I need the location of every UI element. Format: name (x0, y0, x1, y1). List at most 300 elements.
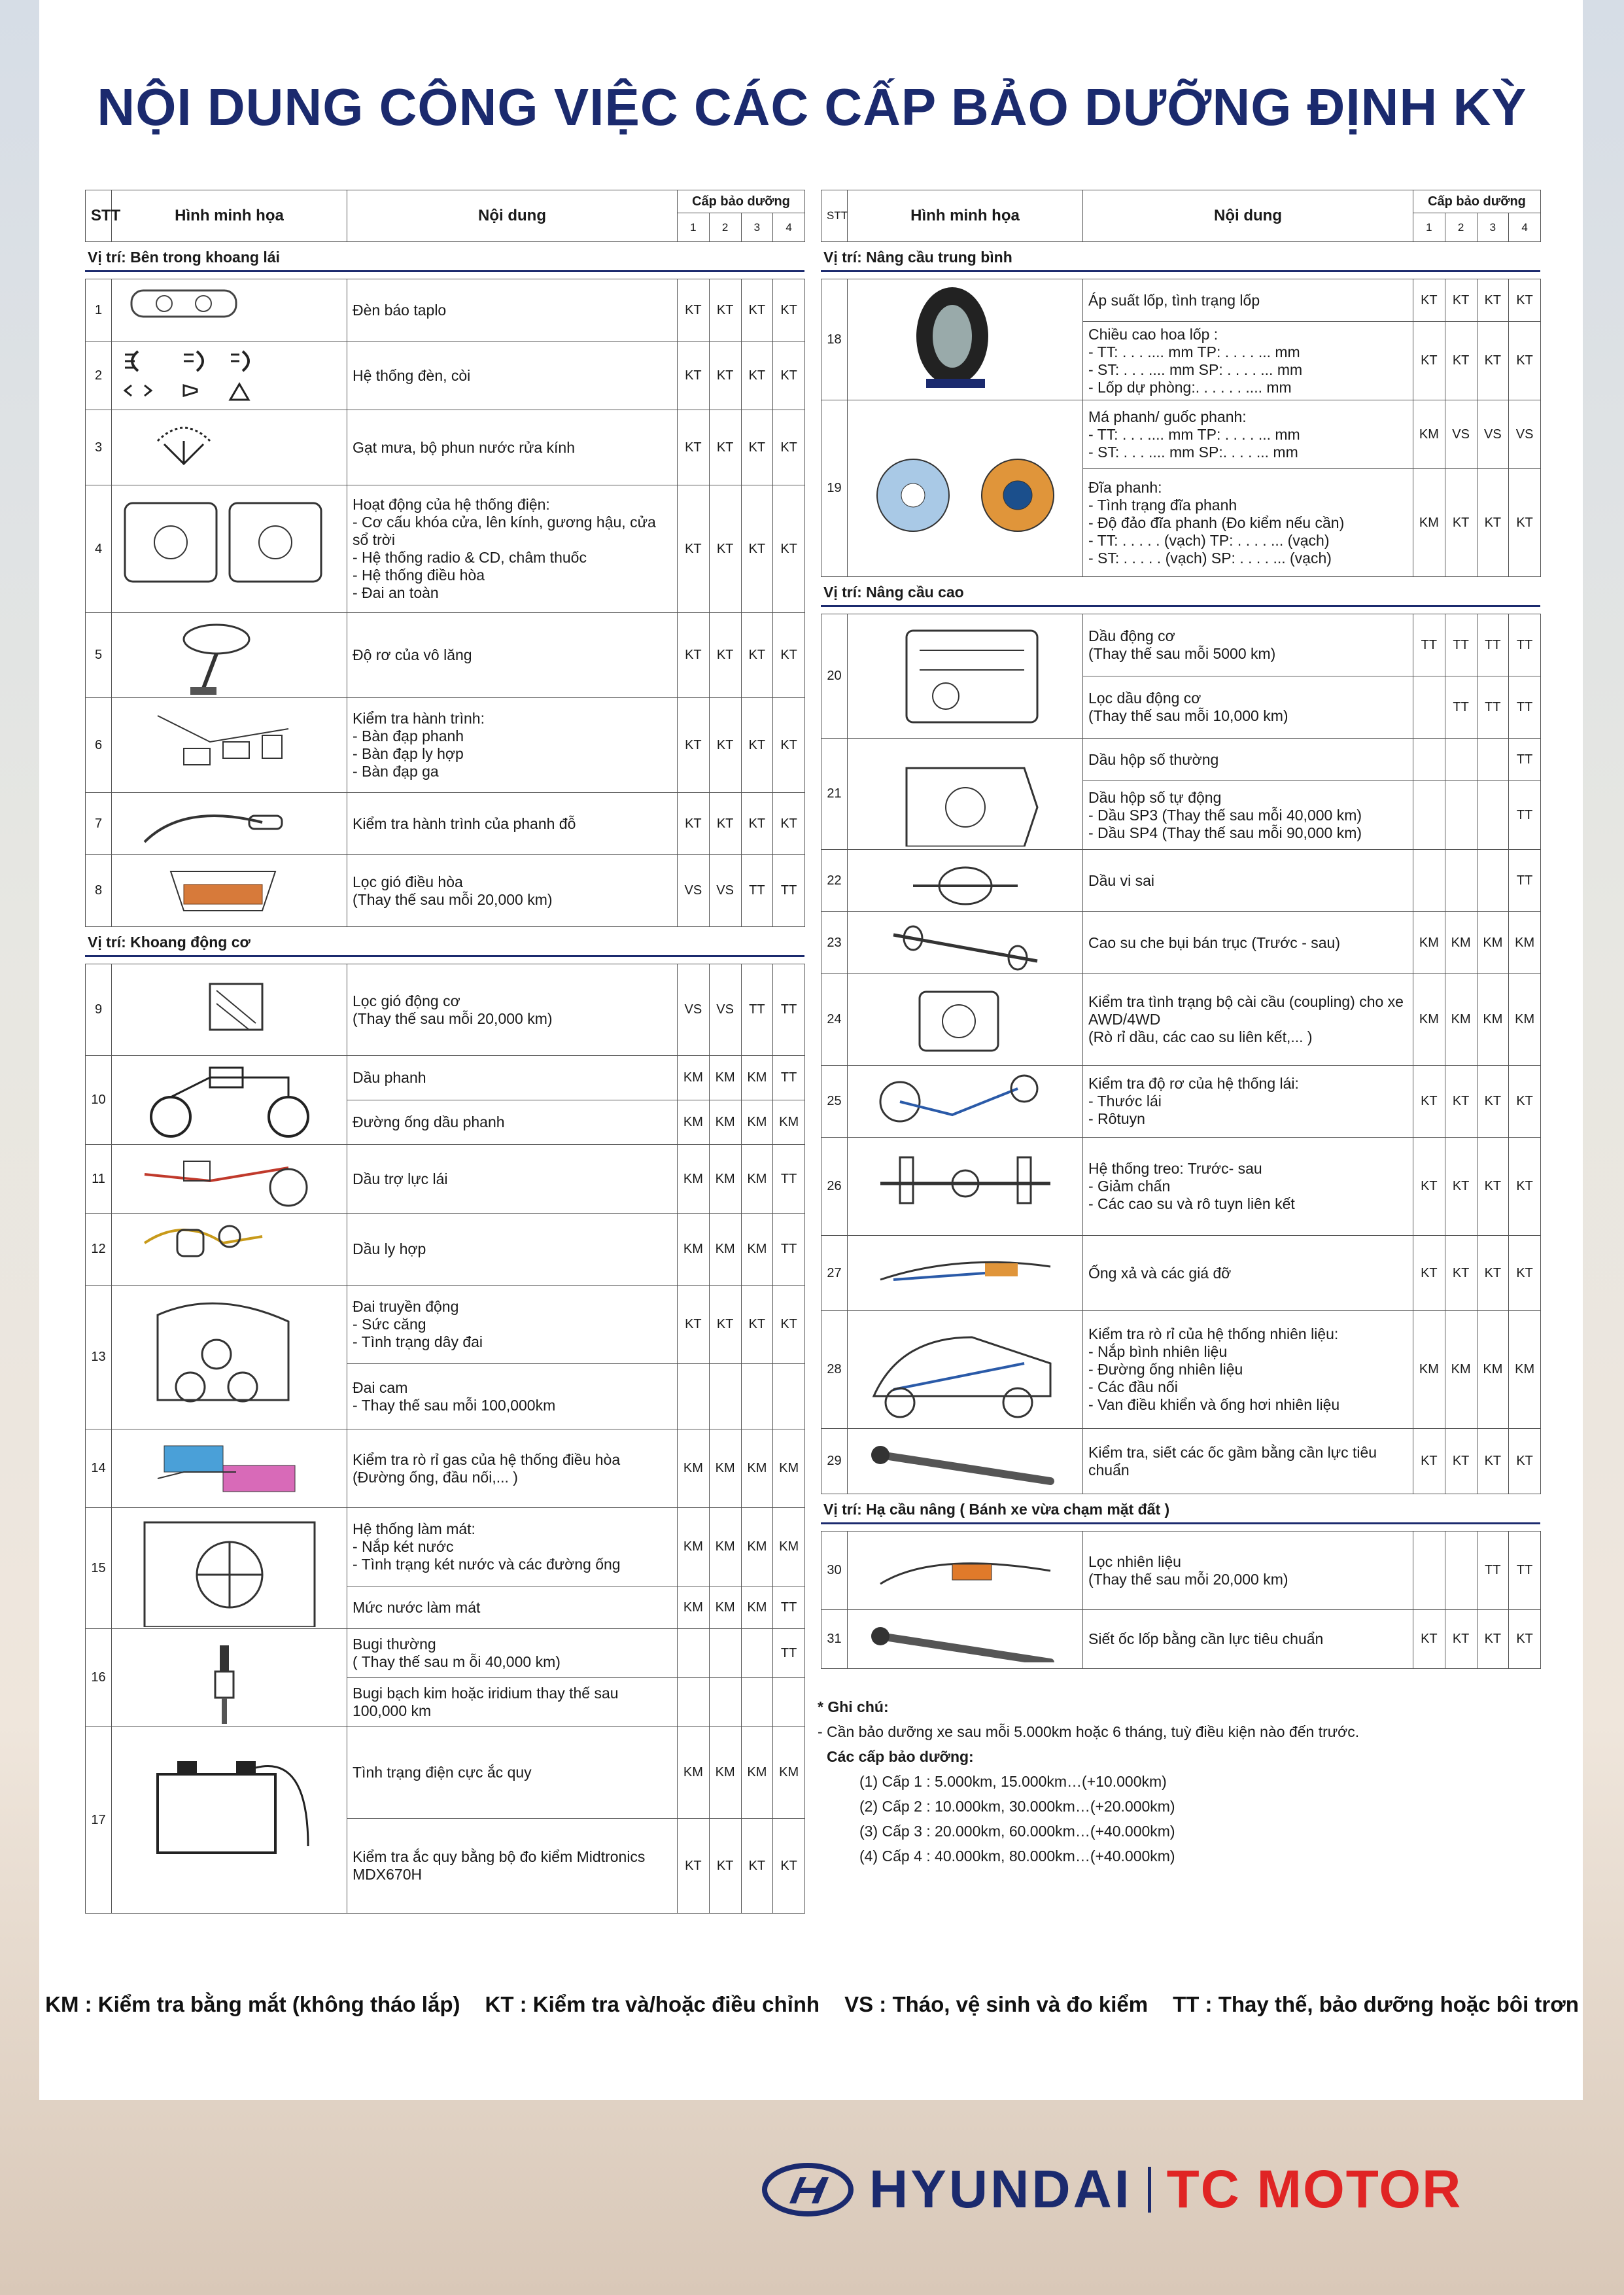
illustration-cell (112, 485, 347, 613)
illustration-cell (112, 613, 347, 698)
left-header-table (85, 190, 805, 242)
level-1-value: KM (1413, 974, 1445, 1066)
level-2-value: KT (709, 279, 741, 342)
illustration-cell (112, 964, 347, 1056)
table-row (821, 1429, 1541, 1494)
level-2-value: VS (1445, 400, 1477, 469)
hyundai-wordmark: HYUNDAI (869, 2160, 1132, 2219)
level-1-value: KT (678, 793, 710, 855)
brand-logo (762, 2159, 1462, 2220)
level-4-value: KM (773, 1508, 805, 1586)
level-3-value: KM (741, 1429, 773, 1508)
level-2-value (709, 1629, 741, 1678)
level-3-value: KM (741, 1214, 773, 1286)
illustration-cell (848, 1311, 1083, 1429)
table-row (821, 1236, 1541, 1311)
row-number: 8 (86, 855, 112, 927)
level-4-value: KT (773, 410, 805, 485)
levels-title: Các cấp bảo dưỡng: (827, 1748, 974, 1765)
task-description: Kiểm tra rò rỉ gas của hệ thống điều hòa (Đường ống, đầu nối,... ) (347, 1429, 678, 1508)
level-2-value: KM (709, 1727, 741, 1819)
level-1-value (678, 1364, 710, 1429)
row-number: 17 (86, 1727, 112, 1914)
level-3-value: KM (1477, 1311, 1509, 1429)
row-number: 27 (821, 1236, 848, 1311)
level-note: (2) Cấp 2 : 10.000km, 30.000km…(+20.000km) (859, 1798, 1175, 1815)
level-1-value (1413, 850, 1445, 912)
table-row (821, 1138, 1541, 1236)
level-3-value: KT (1477, 1138, 1509, 1236)
task-description: Bugi bạch kim hoặc iridium thay thế sau 100,000 km (347, 1678, 678, 1727)
level-2-value: KM (709, 1508, 741, 1586)
illustration-cell (848, 1066, 1083, 1138)
table-row (86, 410, 805, 485)
task-description: Dầu trợ lực lái (347, 1145, 678, 1214)
illustration-cell (112, 1286, 347, 1429)
table-row (86, 279, 805, 342)
notes-block (818, 1694, 1359, 1868)
level-3-value: KT (1477, 469, 1509, 577)
power-steering-icon (118, 1148, 341, 1210)
hyundai-logo-icon (762, 2163, 854, 2216)
task-description: Hệ thống treo: Trước- sau - Giảm chấn - Các cao su và rô tuyn liên kết (1083, 1138, 1413, 1236)
air-filter-icon (118, 971, 341, 1049)
engine-belt-icon (118, 1289, 341, 1426)
level-2-value (1445, 781, 1477, 850)
row-number: 22 (821, 850, 848, 912)
level-4-value (773, 1678, 805, 1727)
parking-brake-icon (118, 796, 341, 852)
level-3-value: KT (741, 410, 773, 485)
level-3-value: TT (1477, 1532, 1509, 1610)
row-number: 2 (86, 342, 112, 410)
table-row (86, 613, 805, 698)
level-2-value: TT (1445, 614, 1477, 676)
level-note: (1) Cấp 1 : 5.000km, 15.000km…(+10.000km) (859, 1773, 1167, 1790)
task-description: Kiểm tra độ rơ của hệ thống lái: - Thước lái - Rôtuyn (1083, 1066, 1413, 1138)
level-2-value: KT (709, 1819, 741, 1914)
illustration-cell (848, 279, 1083, 400)
level-1-value: KM (678, 1429, 710, 1508)
level-4: 4 (773, 213, 805, 242)
radiator-icon (118, 1509, 341, 1627)
table-row (86, 1145, 805, 1214)
exhaust-icon (854, 1240, 1077, 1306)
level-1: 1 (678, 213, 710, 242)
level-2-value: KT (1445, 1429, 1477, 1494)
tire-icon (854, 284, 1077, 395)
legend-kt: KT : Kiểm tra và/hoặc điều chỉnh (485, 1992, 820, 2016)
illustration-cell (112, 342, 347, 410)
table-row (86, 855, 805, 927)
level-1-value: KT (1413, 279, 1445, 322)
level-4-value: KM (1509, 912, 1541, 974)
task-description: Chiều cao hoa lốp : - TT: . . . .... mm TP: . . . . ... mm - ST: . . . .... mm SP: . . . . ... mm - Lốp dự phòng:. . . . . . .... mm (1083, 322, 1413, 400)
level-2-value: KM (1445, 1311, 1477, 1429)
spark-plug-icon (118, 1632, 341, 1724)
level-3-value: KT (741, 485, 773, 613)
level-3-value: KM (741, 1727, 773, 1819)
task-description: Gạt mưa, bộ phun nước rửa kính (347, 410, 678, 485)
row-number: 5 (86, 613, 112, 698)
level-4-value: KM (1509, 1311, 1541, 1429)
table-row (821, 1066, 1541, 1138)
level-1-value: KM (1413, 1311, 1445, 1429)
level-3-value (1477, 850, 1509, 912)
lowered-table (821, 1531, 1541, 1669)
level-2-value: KT (709, 793, 741, 855)
row-number: 7 (86, 793, 112, 855)
level-4-value: KT (1509, 469, 1541, 577)
level-2-value: KT (1445, 469, 1477, 577)
table-row (821, 974, 1541, 1066)
torque-wrench-icon (854, 1617, 1077, 1662)
illustration-cell (112, 1056, 347, 1145)
steering-wheel-icon (118, 616, 341, 695)
left-column (85, 190, 804, 1914)
row-number: 23 (821, 912, 848, 974)
table-row (86, 1508, 805, 1586)
legend-vs: VS : Tháo, vệ sinh và đo kiểm (844, 1992, 1149, 2016)
level-1-value: KT (678, 485, 710, 613)
task-description: Kiểm tra rò rỉ của hệ thống nhiên liệu: - Nắp bình nhiên liệu - Đường ống nhiên liệu - Các đầu nối - Van điều khiển và ống hơi nhiên liệu (1083, 1311, 1413, 1429)
level-1-value (1413, 1532, 1445, 1610)
row-number: 10 (86, 1056, 112, 1145)
task-description: Bugi thường ( Thay thế sau m ỗi 40,000 km) (347, 1629, 678, 1678)
task-description: Áp suất lốp, tình trạng lốp (1083, 279, 1413, 322)
task-description: Lọc nhiên liệu (Thay thế sau mỗi 20,000 km) (1083, 1532, 1413, 1610)
cabin-filter-icon (118, 858, 341, 924)
level-1-value: KM (1413, 400, 1445, 469)
content-header: Nội dung (347, 190, 678, 242)
level-2-value (1445, 1532, 1477, 1610)
level-2-value: KT (709, 410, 741, 485)
right-header-table (821, 190, 1541, 242)
level-2-value: VS (709, 855, 741, 927)
level-4-value: KT (773, 342, 805, 410)
row-number: 13 (86, 1286, 112, 1429)
level-4-value: TT (773, 1586, 805, 1629)
level-1-value: KT (678, 342, 710, 410)
content-header: Nội dung (1083, 190, 1413, 242)
task-description: Dầu động cơ (Thay thế sau mỗi 5000 km) (1083, 614, 1413, 676)
row-number: 6 (86, 698, 112, 793)
level-4-value: TT (1509, 850, 1541, 912)
level-1-value: KT (1413, 1138, 1445, 1236)
level-3-value: KM (1477, 974, 1509, 1066)
illustration-cell (848, 1429, 1083, 1494)
level-3-value: TT (741, 855, 773, 927)
level-1-value: KM (678, 1586, 710, 1629)
row-number: 15 (86, 1508, 112, 1629)
torque-wrench-icon (854, 1435, 1077, 1488)
level-3-value (741, 1629, 773, 1678)
level-4-value: KT (773, 613, 805, 698)
level-3-value: KT (741, 342, 773, 410)
level-1-value: KM (678, 1508, 710, 1586)
differential-icon (854, 853, 1077, 909)
illustration-cell (112, 410, 347, 485)
brake-line-icon (118, 1058, 341, 1143)
row-number: 26 (821, 1138, 848, 1236)
levels-header: Cấp bảo dưỡng (678, 190, 805, 213)
level-1-value: KT (678, 279, 710, 342)
task-description: Lọc gió điều hòa (Thay thế sau mỗi 20,000 km) (347, 855, 678, 927)
table-row (86, 1629, 805, 1678)
level-3-value: KT (741, 279, 773, 342)
table-row (821, 400, 1541, 469)
level-4-value: VS (1509, 400, 1541, 469)
illustration-cell (112, 793, 347, 855)
level-4-value: KT (773, 485, 805, 613)
table-row (821, 279, 1541, 322)
level-3-value: KM (741, 1586, 773, 1629)
table-row (821, 1610, 1541, 1669)
engine-icon (854, 618, 1077, 735)
level-4-value: TT (1509, 739, 1541, 781)
level-3-value (1477, 781, 1509, 850)
row-number: 19 (821, 400, 848, 577)
level-1-value: KM (1413, 469, 1445, 577)
row-number: 28 (821, 1311, 848, 1429)
task-description: Má phanh/ guốc phanh: - TT: . . . .... mm TP: . . . . ... mm - ST: . . . .... mm SP:. . . . ... mm (1083, 400, 1413, 469)
illustration-cell (848, 739, 1083, 850)
level-1-value: KT (678, 1819, 710, 1914)
suspension-icon (854, 1144, 1077, 1229)
level-2-value: KM (709, 1056, 741, 1100)
level-3-value: VS (1477, 400, 1509, 469)
task-description: Dầu ly hợp (347, 1214, 678, 1286)
level-4-value: TT (1509, 676, 1541, 739)
level-2-value: KT (1445, 1236, 1477, 1311)
row-number: 4 (86, 485, 112, 613)
illustration-cell (848, 614, 1083, 739)
level-note: (3) Cấp 3 : 20.000km, 60.000km…(+40.000km) (859, 1823, 1175, 1840)
table-row (86, 1727, 805, 1819)
level-2-value: KM (709, 1100, 741, 1145)
level-4-value: TT (1509, 614, 1541, 676)
row-number: 25 (821, 1066, 848, 1138)
task-description: Độ rơ của vô lăng (347, 613, 678, 698)
level-1-value (1413, 739, 1445, 781)
level-4-value: TT (773, 1214, 805, 1286)
stt-header: STT (821, 190, 848, 242)
ac-line-icon (118, 1433, 341, 1505)
engine-bay-table (85, 964, 805, 1914)
cabin-table (85, 279, 805, 927)
level-3-value: KT (741, 1286, 773, 1364)
level-3-value: KT (741, 1819, 773, 1914)
table-row (86, 342, 805, 410)
task-description: Tình trạng điện cực ắc quy (347, 1727, 678, 1819)
radio-icon (118, 493, 341, 604)
level-3-value: KT (1477, 322, 1509, 400)
level-2-value: KT (709, 342, 741, 410)
illustration-cell (112, 698, 347, 793)
level-1-value: KT (1413, 1429, 1445, 1494)
level-3-value: KT (741, 793, 773, 855)
level-1-value: TT (1413, 614, 1445, 676)
level-1-value: KT (1413, 1610, 1445, 1669)
task-description: Đường ống dầu phanh (347, 1100, 678, 1145)
level-1-value: KT (1413, 1236, 1445, 1311)
level-4-value: TT (773, 855, 805, 927)
level-4-value: KM (773, 1100, 805, 1145)
legend-tt: TT : Thay thế, bảo dưỡng hoặc bôi trơn (1173, 1992, 1579, 2016)
level-2-value: KT (709, 698, 741, 793)
task-description: Đai truyền động - Sức căng - Tình trạng dây đai (347, 1286, 678, 1364)
position-heading: Vị trí: Bên trong khoang lái (85, 242, 804, 272)
task-description: Hệ thống làm mát: - Nắp két nước - Tình trạng két nước và các đường ống (347, 1508, 678, 1586)
notes-title: * Ghi chú: (818, 1698, 889, 1715)
level-1: 1 (1413, 213, 1445, 242)
table-row (821, 912, 1541, 974)
level-4-value: TT (1509, 1532, 1541, 1610)
level-4-value: KT (773, 279, 805, 342)
fuel-system-icon (854, 1318, 1077, 1422)
row-number: 14 (86, 1429, 112, 1508)
tc-motor-wordmark: TC MOTOR (1166, 2160, 1462, 2219)
task-description: Lọc dầu động cơ (Thay thế sau mỗi 10,000 km) (1083, 676, 1413, 739)
table-row (86, 485, 805, 613)
level-3-value (741, 1364, 773, 1429)
row-number: 1 (86, 279, 112, 342)
stt-header: STT (86, 190, 112, 242)
position-heading: Vị trí: Khoang động cơ (85, 927, 804, 957)
level-2: 2 (709, 213, 741, 242)
level-4: 4 (1509, 213, 1541, 242)
legend (0, 1992, 1624, 2017)
task-description: Hệ thống đèn, còi (347, 342, 678, 410)
level-2-value: KT (709, 1286, 741, 1364)
table-row (821, 1311, 1541, 1429)
row-number: 29 (821, 1429, 848, 1494)
notes-line: - Cần bảo dưỡng xe sau mỗi 5.000km hoặc 6 tháng, tuỳ điều kiện nào đến trước. (818, 1723, 1360, 1740)
level-1-value: KM (678, 1056, 710, 1100)
level-4-value: TT (773, 1145, 805, 1214)
level-4-value: TT (773, 964, 805, 1056)
level-2-value: KM (709, 1586, 741, 1629)
illustration-cell (848, 850, 1083, 912)
illustration-cell (848, 1610, 1083, 1669)
task-description: Kiểm tra, siết các ốc gầm bằng cần lực tiêu chuẩn (1083, 1429, 1413, 1494)
table-row (821, 614, 1541, 676)
drive-shaft-icon (854, 915, 1077, 971)
task-description: Kiểm tra hành trình của phanh đỗ (347, 793, 678, 855)
table-row (86, 964, 805, 1056)
level-1-value (1413, 781, 1445, 850)
page-title: NỘI DUNG CÔNG VIỆC CÁC CẤP BẢO DƯỠNG ĐỊNH KỲ (97, 78, 1527, 136)
level-4-value: KM (773, 1429, 805, 1508)
level-3-value: KM (741, 1100, 773, 1145)
level-1-value: KT (678, 698, 710, 793)
level-1-value (678, 1629, 710, 1678)
task-description: Siết ốc lốp bằng cần lực tiêu chuẩn (1083, 1610, 1413, 1669)
right-column (821, 190, 1540, 1669)
level-1-value: KT (678, 410, 710, 485)
table-row (86, 793, 805, 855)
illustration-cell (112, 1429, 347, 1508)
level-1-value: KM (1413, 912, 1445, 974)
illustration-cell (848, 912, 1083, 974)
level-3-value: KT (1477, 1066, 1509, 1138)
table-row (821, 739, 1541, 781)
fuel-filter-icon (854, 1538, 1077, 1603)
row-number: 16 (86, 1629, 112, 1727)
table-row (821, 1532, 1541, 1610)
level-2-value: KT (1445, 1066, 1477, 1138)
level-1-value: KT (1413, 1066, 1445, 1138)
level-3-value: TT (1477, 676, 1509, 739)
illustration-cell (848, 1532, 1083, 1610)
legend-km: KM : Kiểm tra bằng mắt (không tháo lắp) (45, 1992, 460, 2016)
table-row (86, 1214, 805, 1286)
clutch-icon (118, 1217, 341, 1282)
level-2-value: VS (709, 964, 741, 1056)
row-number: 24 (821, 974, 848, 1066)
mid-lift-table (821, 279, 1541, 577)
task-description: Kiểm tra hành trình: - Bàn đạp phanh - Bàn đạp ly hợp - Bàn đạp ga (347, 698, 678, 793)
level-2-value (709, 1364, 741, 1429)
task-description: Dầu phanh (347, 1056, 678, 1100)
table-row (86, 698, 805, 793)
brake-disc-icon (854, 423, 1077, 554)
level-3-value (741, 1678, 773, 1727)
table-row (86, 1429, 805, 1508)
headlamp-icon (118, 345, 341, 407)
level-4-value: KT (1509, 1236, 1541, 1311)
task-description: Mức nước làm mát (347, 1586, 678, 1629)
level-2-value: KT (1445, 1138, 1477, 1236)
task-description: Kiểm tra tình trạng bộ cài cầu (coupling) cho xe AWD/4WD (Rò rỉ dầu, các cao su liên kết,... ) (1083, 974, 1413, 1066)
level-1-value: KM (678, 1727, 710, 1819)
illustration-cell (112, 855, 347, 927)
logo-divider (1148, 2167, 1151, 2213)
level-4-value: KM (773, 1727, 805, 1819)
level-2-value: KT (1445, 1610, 1477, 1669)
level-3-value: KM (741, 1145, 773, 1214)
steering-rack-icon (854, 1069, 1077, 1134)
level-4-value: TT (773, 1629, 805, 1678)
task-description: Đèn báo taplo (347, 279, 678, 342)
illustration-cell (112, 1727, 347, 1914)
level-3-value (1477, 739, 1509, 781)
level-1-value: KT (678, 613, 710, 698)
level-3-value: TT (741, 964, 773, 1056)
level-2-value: KM (1445, 974, 1477, 1066)
level-4-value: KM (1509, 974, 1541, 1066)
level-3-value: KT (1477, 279, 1509, 322)
gearbox-icon (854, 742, 1077, 847)
level-1-value: KM (678, 1145, 710, 1214)
level-4-value (773, 1364, 805, 1429)
level-4-value: KT (1509, 279, 1541, 322)
illustration-cell (848, 1138, 1083, 1236)
level-4-value: TT (1509, 781, 1541, 850)
level-2-value: KT (1445, 322, 1477, 400)
level-2-value (1445, 739, 1477, 781)
level-1-value: KT (678, 1286, 710, 1364)
position-heading: Vị trí: Nâng cầu cao (821, 577, 1540, 607)
row-number: 12 (86, 1214, 112, 1286)
level-4-value: KT (773, 793, 805, 855)
level-3-value: KT (741, 698, 773, 793)
level-4-value: KT (1509, 1066, 1541, 1138)
image-header: Hình minh họa (112, 190, 347, 242)
level-3-value: KM (741, 1508, 773, 1586)
level-4-value: KT (773, 1286, 805, 1364)
task-description: Dầu hộp số tự động - Dầu SP3 (Thay thế sau mỗi 40,000 km) - Dầu SP4 (Thay thế sau mỗi 90,000 km) (1083, 781, 1413, 850)
